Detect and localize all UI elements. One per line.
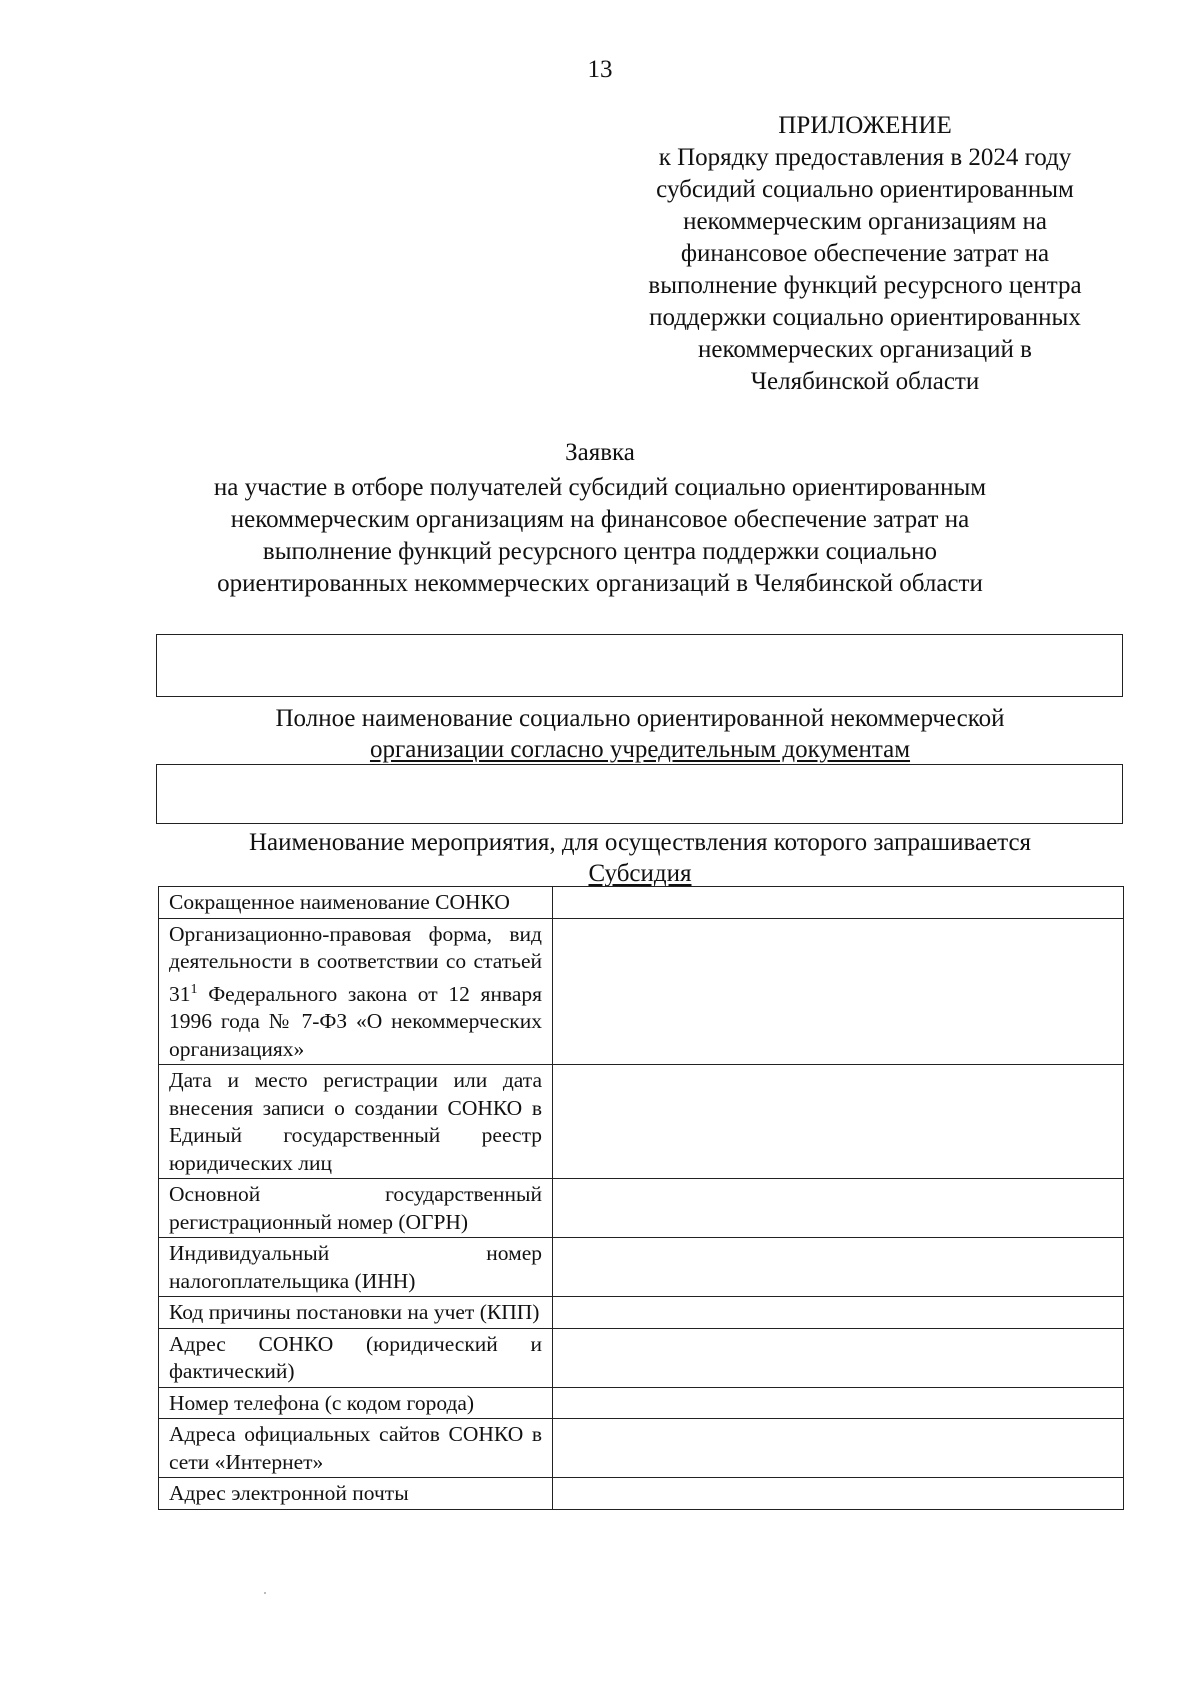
appendix-line: Челябинской области: [750, 368, 980, 395]
event-name-caption: [120, 827, 1160, 889]
application-subtitle-line: на участие в отборе получателей субсидий социально ориентированным: [213, 474, 987, 501]
table-row: [159, 1179, 1124, 1238]
full-name-caption: [120, 703, 1160, 765]
appendix-line: финансовое обеспечение затрат на: [680, 240, 1050, 267]
row-label: Код причины постановки на учет (КПП): [159, 1297, 553, 1329]
appendix-block: [590, 110, 1140, 398]
event-name-caption-line: Субсидия: [588, 860, 692, 887]
appendix-line: некоммерческих организаций в: [698, 336, 1032, 363]
full-name-caption-line: организации согласно учредительным документам: [369, 736, 911, 763]
table-row: [159, 1387, 1124, 1419]
row-value-cell[interactable]: [553, 1478, 1124, 1510]
table-row: [159, 1419, 1124, 1478]
full-name-caption-line: Полное наименование социально ориентированной некоммерческой: [275, 705, 1005, 732]
row-value-cell[interactable]: [553, 1419, 1124, 1478]
table-row: [159, 1478, 1124, 1510]
row-label: Адрес СОНКО (юридический и фактический): [159, 1328, 553, 1387]
page-number: 13: [587, 56, 613, 83]
row-label: Основной государственный регистрационный номер (ОГРН): [159, 1179, 553, 1238]
row-label: Дата и место регистрации или дата внесения записи о создании СОНКО в Единый государственный реестр юридических лиц: [159, 1065, 553, 1179]
organization-info-table: [158, 886, 1124, 1510]
footnote-superscript: 1: [190, 981, 198, 997]
row-label: Сокращенное наименование СОНКО: [159, 887, 553, 919]
full-name-field[interactable]: [156, 634, 1123, 697]
row-label-part: Федерального закона от 12 января 1996 года № 7-ФЗ «О некоммерческих организациях»: [169, 981, 542, 1061]
appendix-line: к Порядку предоставления в 2024 году: [658, 144, 1072, 171]
appendix-line: поддержки социально ориентированных: [649, 304, 1081, 331]
row-value-cell[interactable]: [553, 918, 1124, 1065]
row-value-cell[interactable]: [553, 887, 1124, 919]
table-row: [159, 1238, 1124, 1297]
event-name-caption-line: Наименование мероприятия, для осуществления которого запрашивается: [248, 829, 1032, 856]
application-title: Заявка: [565, 439, 635, 466]
appendix-title: ПРИЛОЖЕНИЕ: [778, 112, 952, 139]
table-row: [159, 1297, 1124, 1329]
application-subtitle: [150, 472, 1050, 600]
row-value-cell[interactable]: [553, 1238, 1124, 1297]
row-label: Номер телефона (с кодом города): [159, 1387, 553, 1419]
application-subtitle-line: ориентированных некоммерческих организаций в Челябинской области: [217, 570, 983, 597]
row-value-cell[interactable]: [553, 1297, 1124, 1329]
application-subtitle-line: некоммерческим организациям на финансовое обеспечение затрат на: [230, 506, 970, 533]
appendix-line: некоммерческим организациям на: [683, 208, 1047, 235]
application-subtitle-line: выполнение функций ресурсного центра поддержки социально: [262, 538, 938, 565]
row-label: [159, 918, 553, 1065]
row-value-cell[interactable]: [553, 1179, 1124, 1238]
row-value-cell[interactable]: [553, 1065, 1124, 1179]
row-label-part: Организационно-правовая форма, вид деятельности в соответствии со статьей 31: [169, 921, 542, 1006]
event-name-field[interactable]: [156, 764, 1123, 824]
table-row: [159, 918, 1124, 1065]
row-value-cell[interactable]: [553, 1387, 1124, 1419]
appendix-line: выполнение функций ресурсного центра: [648, 272, 1082, 299]
appendix-line: субсидий социально ориентированным: [656, 176, 1074, 203]
row-value-cell[interactable]: [553, 1328, 1124, 1387]
table-row: [159, 1328, 1124, 1387]
table-row: [159, 887, 1124, 919]
table-row: [159, 1065, 1124, 1179]
row-label: Адреса официальных сайтов СОНКО в сети «Интернет»: [159, 1419, 553, 1478]
row-label: Адрес электронной почты: [159, 1478, 553, 1510]
scan-speck: [264, 1592, 266, 1594]
row-label: Индивидуальный номер налогоплательщика (ИНН): [159, 1238, 553, 1297]
